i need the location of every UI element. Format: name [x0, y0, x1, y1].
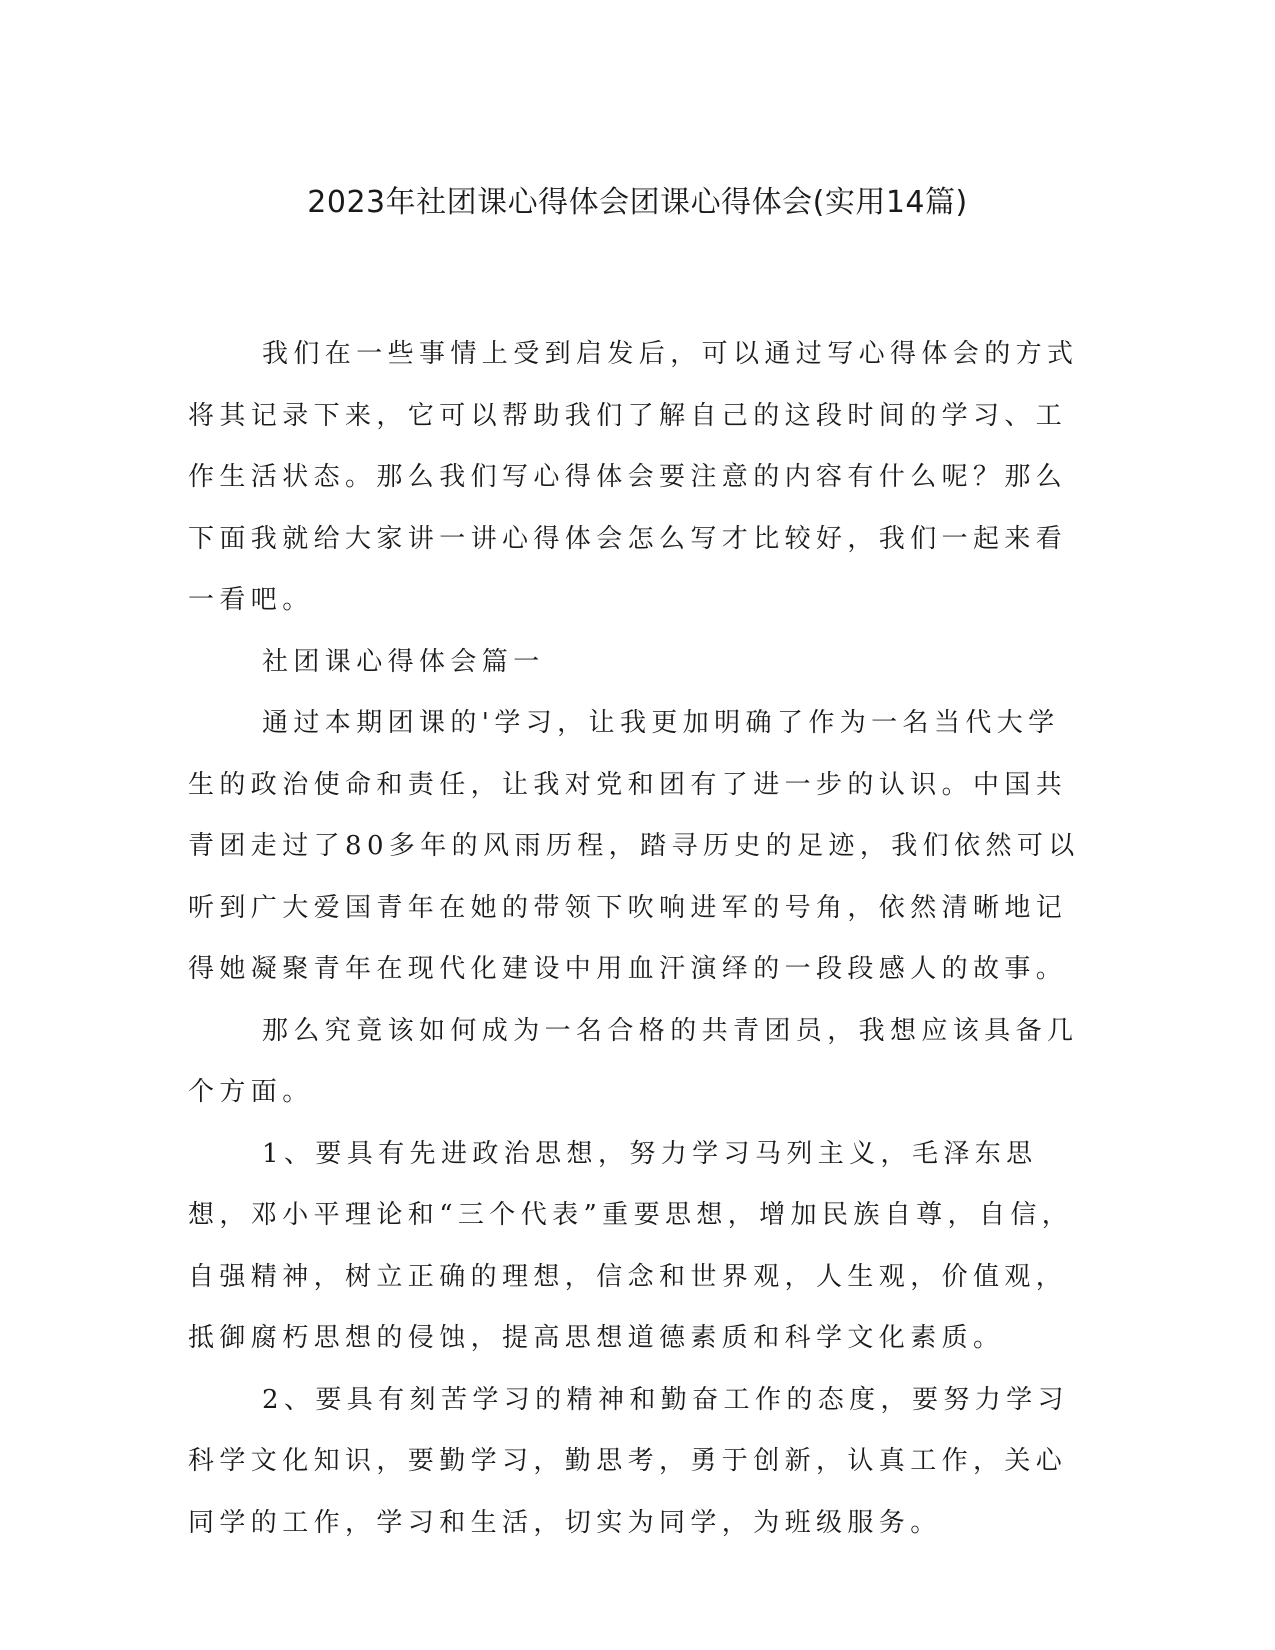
list-item-2: 2、要具有刻苦学习的精神和勤奋工作的态度，要努力学习科学文化知识，要勤学习，勤思考，勇于创新，认真工作，关心同学的工作，学习和生活，切实为同学，为班级服务。: [188, 1384, 1069, 1538]
document-body: [188, 324, 1088, 1554]
list-item-1: 1、要具有先进政治思想，努力学习马列主义，毛泽东思想，邓小平理论和“三个代表”重要思想，增加民族自尊，自信，自强精神，树立正确的理想，信念和世界观，人生观，价值观，抵御腐朽思想的侵蚀，提高思想道德素质和科学文化素质。: [188, 1138, 1074, 1353]
document-title: 2023年社团课心得体会团课心得体会(实用14篇): [307, 185, 968, 220]
paragraph-intro: 我们在一些事情上受到启发后，可以通过写心得体会的方式将其记录下来，它可以帮助我们了解自己的这段时间的学习、工作生活状态。那么我们写心得体会要注意的内容有什么呢？那么下面我就给大家讲一讲心得体会怎么写才比较好，我们一起来看一看吧。: [188, 339, 1079, 615]
section-heading: 社团课心得体会篇一: [262, 646, 545, 677]
paragraph: 通过本期团课的'学习，让我更加明确了作为一名当代大学生的政治使命和责任，让我对党和团有了进一步的认识。中国共青团走过了80多年的风雨历程，踏寻历史的足迹，我们依然可以听到广大爱国青年在她的带领下吹响进军的号角，依然清晰地记得她凝聚青年在现代化建设中用血汗演绎的一段段感人的故事。: [188, 708, 1080, 984]
paragraph: 那么究竟该如何成为一名合格的共青团员，我想应该具备几个方面。: [188, 1015, 1079, 1107]
